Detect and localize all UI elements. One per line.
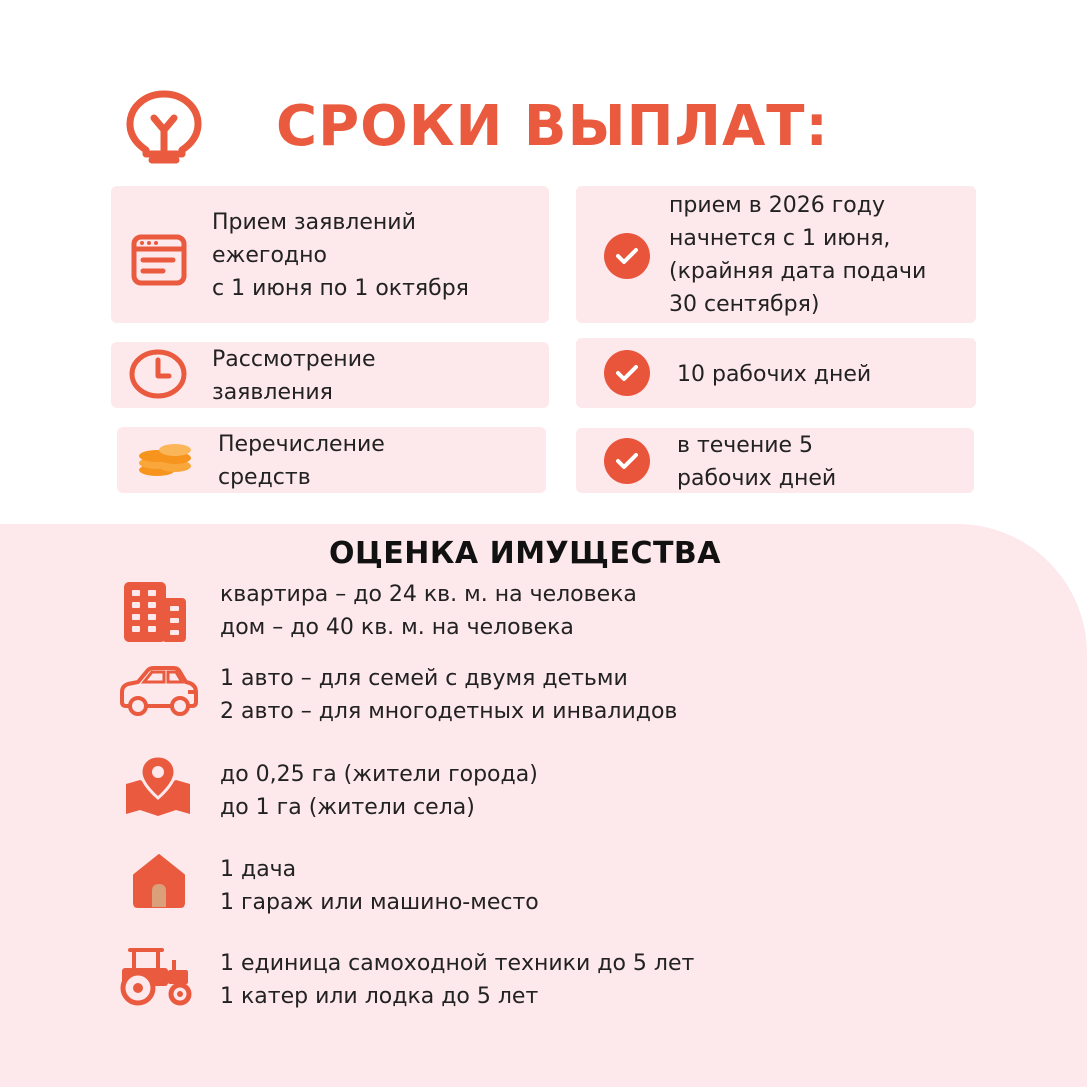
schedule-value: в течение 5 рабочих дней [677, 433, 837, 491]
schedule-value: прием в 2026 году начнется с 1 июня, (крайняя дата подачи 30 сентября) [669, 193, 927, 317]
check-icon [604, 233, 650, 279]
check-icon [604, 350, 650, 396]
page-title: СРОКИ ВЫПЛАТ: [276, 94, 829, 159]
clock-icon [129, 348, 187, 400]
schedule-label: Перечисление средств [218, 432, 385, 490]
schedule-label: Прием заявлений ежегодно с 1 июня по 1 октября [212, 210, 469, 301]
schedule-label: Рассмотрение заявления [212, 347, 376, 405]
property-line: до 0,25 га (жители города) [220, 762, 538, 787]
property-line: 1 катер или лодка до 5 лет [220, 984, 539, 1009]
property-line: 1 гараж или машино-место [220, 890, 539, 915]
form-icon [131, 234, 187, 286]
lightbulb-icon [124, 88, 204, 168]
schedule-value: 10 рабочих дней [677, 362, 872, 387]
building-icon [122, 578, 188, 644]
map-pin-icon [124, 754, 192, 816]
property-line: квартира – до 24 кв. м. на человека [220, 582, 637, 607]
property-line: дом – до 40 кв. м. на человека [220, 615, 574, 640]
property-line: 1 единица самоходной техники до 5 лет [220, 951, 695, 976]
property-line: 1 дача [220, 857, 297, 882]
section-title: ОЦЕНКА ИМУЩЕСТВА [328, 536, 722, 571]
tractor-icon [118, 946, 194, 1006]
house-icon [130, 853, 188, 909]
car-icon [118, 664, 200, 718]
property-line: 1 авто – для семей с двумя детьми [220, 666, 628, 691]
property-line: до 1 га (жители села) [220, 795, 475, 820]
check-icon [604, 438, 650, 484]
coins-icon [137, 440, 193, 480]
property-line: 2 авто – для многодетных и инвалидов [220, 699, 678, 724]
